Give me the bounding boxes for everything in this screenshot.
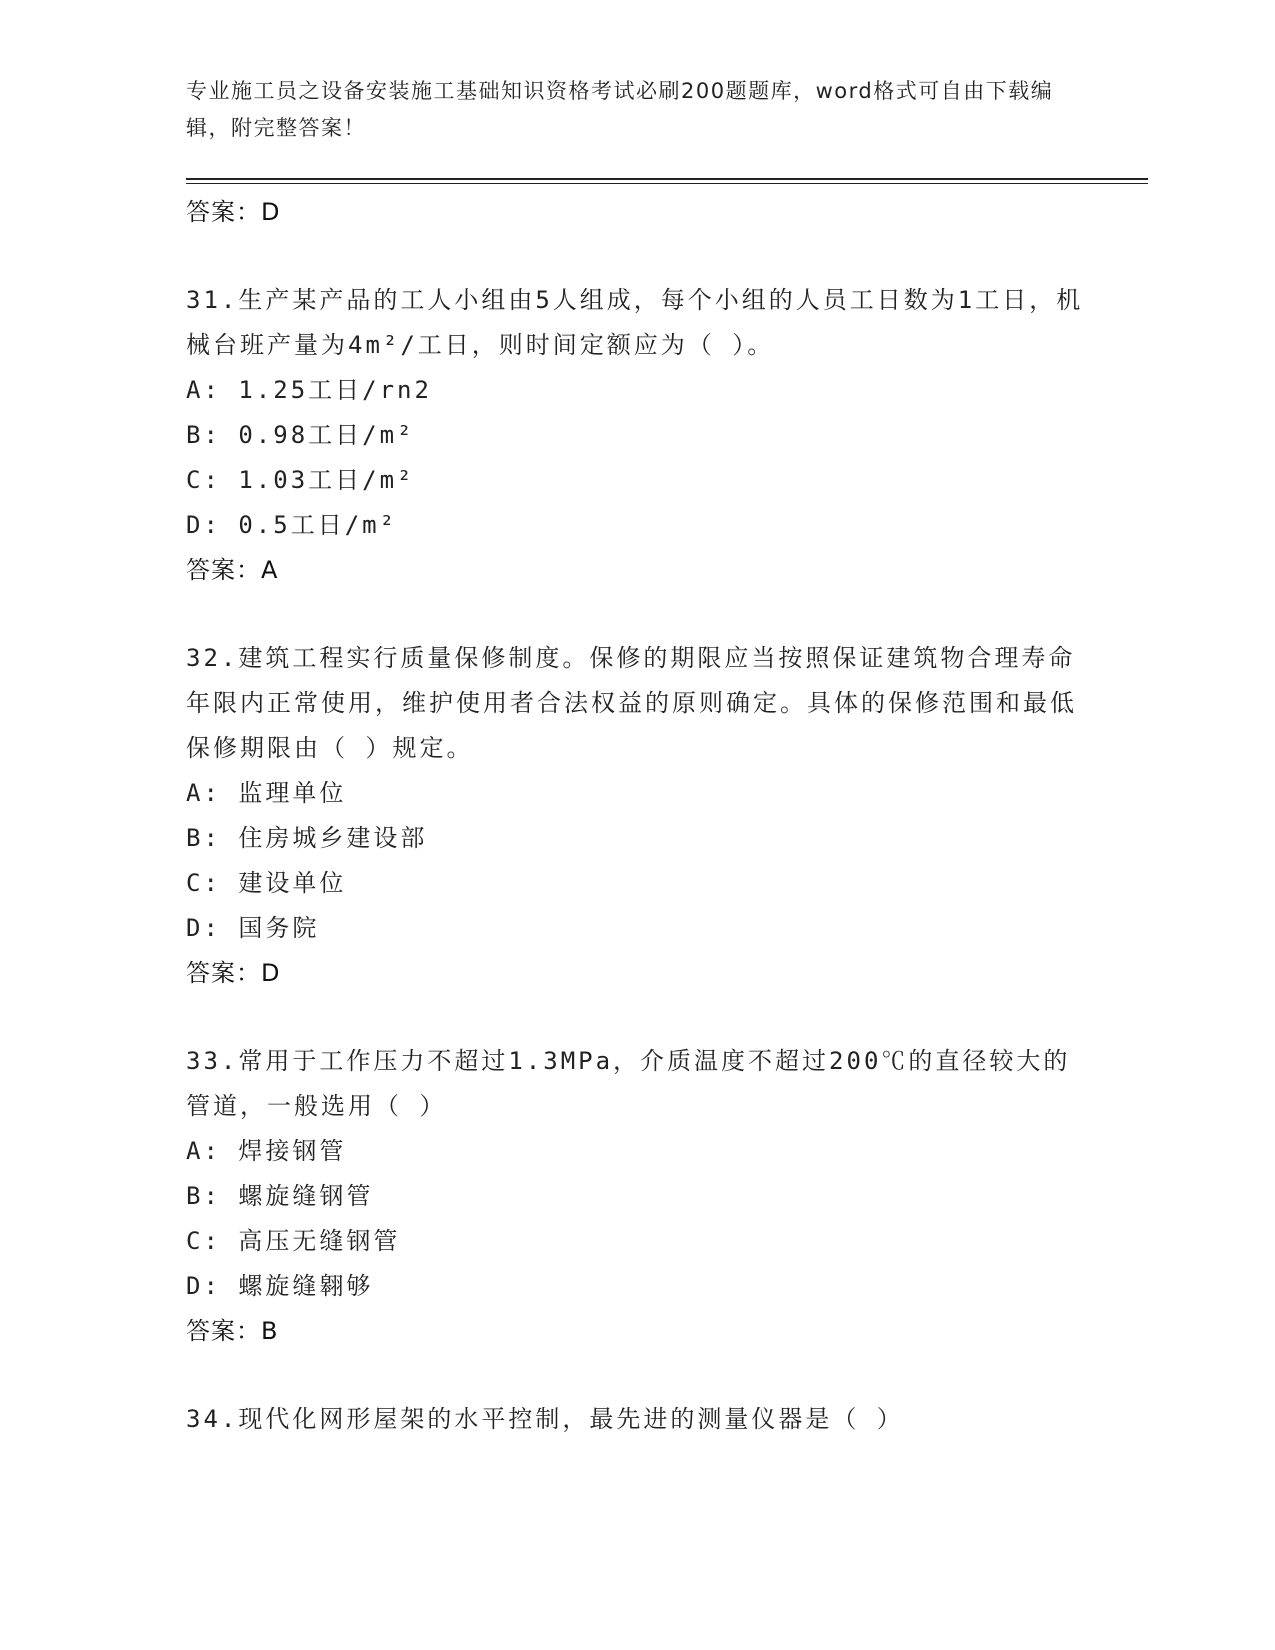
answer-label: 答案： — [186, 556, 261, 584]
page-header-title: 专业施工员之设备安装施工基础知识资格考试必刷200题题库，word格式可自由下载编辑，附完整答案！ — [186, 79, 1054, 140]
question-text: 34.现代化网形屋架的水平控制，最先进的测量仪器是（ ） — [186, 1405, 904, 1433]
question-text: 33.常用于工作压力不超过1.3MPa，介质温度不超过200℃的直径较大的管道，一般选用（ ） — [186, 1047, 1071, 1120]
option-c: C: 建设单位 — [186, 869, 347, 897]
answer-value: B — [261, 1317, 279, 1345]
option-c: C: 1.03工日/m² — [186, 466, 415, 494]
answer-label: 答案： — [186, 959, 261, 987]
option-b: B: 住房城乡建设部 — [186, 824, 428, 852]
answer-label: 答案： — [186, 1317, 261, 1345]
option-a: A: 焊接钢管 — [186, 1137, 347, 1165]
option-d: D: 螺旋缝翱够 — [186, 1272, 374, 1300]
option-d: D: 国务院 — [186, 914, 320, 942]
option-b: B: 螺旋缝钢管 — [186, 1182, 374, 1210]
question-list — [186, 190, 1086, 1442]
answer-line — [186, 1309, 1086, 1354]
answer-value: D — [261, 959, 281, 987]
option-a: A: 监理单位 — [186, 779, 347, 807]
answer-value: D — [261, 198, 281, 226]
answer-line — [186, 548, 1086, 593]
option-d: D: 0.5工日/m² — [186, 511, 398, 539]
answer-value: A — [261, 556, 279, 584]
option-c: C: 高压无缝钢管 — [186, 1227, 401, 1255]
answer-line — [186, 951, 1086, 996]
header-divider — [186, 178, 1148, 180]
question-text: 32.建筑工程实行质量保修制度。保修的期限应当按照保证建筑物合理寿命年限内正常使用，维护使用者合法权益的原则确定。具体的保修范围和最低保修期限由（ ）规定。 — [186, 644, 1077, 762]
option-a: A: 1.25工日/rn2 — [186, 376, 432, 404]
header-divider-thin — [186, 183, 1148, 184]
question-text: 31.生产某产品的工人小组由5人组成，每个小组的人员工日数为1工日，机械台班产量为4m²/工日，则时间定额应为（ ）。 — [186, 286, 1084, 359]
answer-line — [186, 190, 1086, 235]
option-b: B: 0.98工日/m² — [186, 421, 415, 449]
answer-label: 答案： — [186, 198, 261, 226]
